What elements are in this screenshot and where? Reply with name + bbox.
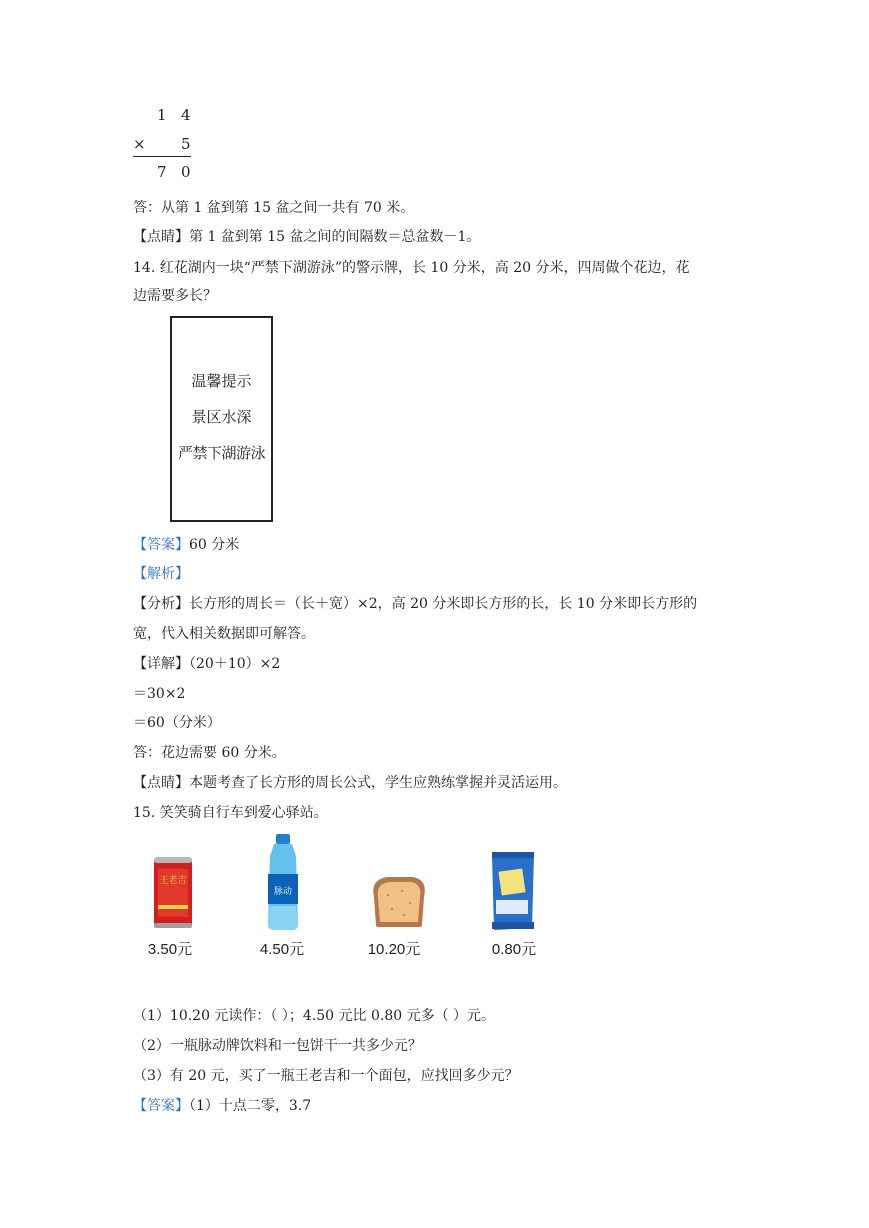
q14-tip: [133, 773, 567, 793]
q15-sub1: （1）10.20 元读作：（ ）；4.50 元比 0.80 元多（ ）元。: [133, 1008, 496, 1024]
sign-line: 温馨提示: [191, 372, 252, 390]
q15-sub2: （2）一瓶脉动牌饮料和一包饼干一共多少元？: [133, 1038, 422, 1054]
q15-sub3: （3）有 20 元，买了一瓶王老吉和一个面包，应找回多少元？: [133, 1068, 519, 1084]
soda-can-icon: [152, 855, 194, 934]
calc-operator: ×: [133, 135, 146, 153]
answer-text: （1）十点二零，3.7: [189, 1098, 312, 1114]
q15-answer: [133, 1096, 311, 1116]
calc-digit: 4: [181, 106, 191, 124]
q13-answer: 答：从第 1 盆到第 15 盆之间一共有 70 米。: [133, 200, 415, 216]
price-label: 10.20元: [367, 941, 421, 958]
calc-digit: 0: [181, 163, 191, 181]
calc-digit: 7: [157, 163, 167, 181]
answer-label: 【答案】: [133, 1098, 189, 1114]
price-label: 3.50元: [147, 941, 193, 958]
bottle-label: 脉动: [273, 887, 293, 897]
warning-sign: [170, 316, 273, 522]
fenxi-text: 长方形的周长＝（长＋宽）×2，高 20 分米即长方形的长，长 10 分米即长方形的: [189, 596, 698, 612]
bread-icon: [368, 873, 430, 933]
q15-question: 15. 笑笑骑自行车到爱心驿站。: [133, 805, 328, 821]
tip-text: 第 1 盆到第 15 盆之间的间隔数＝总盆数－1。: [189, 229, 481, 245]
q13-tip: [133, 227, 480, 247]
q14-xiangjie-line3: ＝60（分米）: [133, 715, 221, 731]
q14-fenxi-line1: [133, 594, 697, 614]
fenxi-label: 【分析】: [133, 596, 189, 612]
calc-digit: 5: [181, 135, 191, 153]
q14-question-line1: 14. 红花湖内一块“严禁下湖游泳”的警示牌，长 10 分米，高 20 分米，四周做个花边，花: [133, 260, 690, 276]
q14-answer: [133, 535, 239, 555]
price-label: 0.80元: [491, 941, 537, 958]
q14-final-answer: 答：花边需要 60 分米。: [133, 745, 286, 761]
answer-text: 60 分米: [189, 537, 240, 553]
q14-fenxi-line2: 宽，代入相关数据即可解答。: [133, 626, 315, 642]
sports-drink-bottle-icon: [260, 834, 306, 936]
sign-line: 严禁下湖游泳: [177, 444, 265, 462]
q14-question-line2: 边需要多长？: [133, 288, 217, 304]
answer-label: 【答案】: [133, 537, 189, 553]
tip-text: 本题考查了长方形的周长公式，学生应熟练掌握并灵活运用。: [189, 775, 567, 791]
q14-xiangjie-line2: ＝30×2: [133, 686, 186, 702]
price-label: 4.50元: [259, 941, 305, 958]
sign-line: 景区水深: [191, 408, 252, 426]
calc-divider: [133, 156, 191, 157]
calc-digit: 1: [157, 106, 167, 124]
q14-xiangjie-line1: [133, 654, 280, 674]
biscuit-pack-icon: [488, 850, 538, 936]
xiangjie-label: 【详解】: [133, 656, 189, 672]
tip-label: 【点睛】: [133, 775, 189, 791]
q14-analysis-label: 【解析】: [133, 566, 189, 582]
can-label: 王老吉: [159, 876, 187, 886]
xiangjie-text: （20＋10）×2: [189, 656, 281, 672]
tip-label: 【点睛】: [133, 229, 189, 245]
